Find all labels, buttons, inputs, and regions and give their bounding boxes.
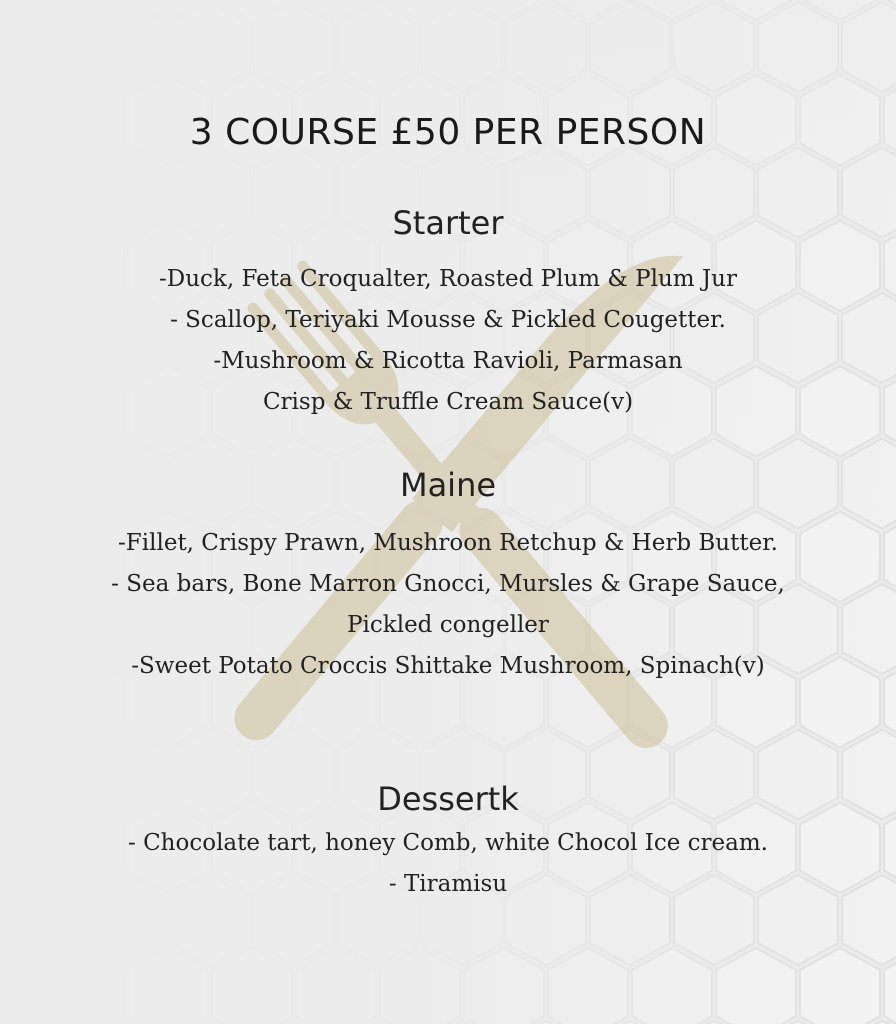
menu-item: Pickled congeller <box>347 612 549 638</box>
menu-item: - Scallop, Teriyaki Mousse & Pickled Cougetter. <box>170 307 726 333</box>
menu-item: - Sea bars, Bone Marron Gnocci, Mursles & Grape Sauce, <box>111 571 785 597</box>
menu-item: Crisp & Truffle Cream Sauce(v) <box>262 389 634 415</box>
menu-item: - Tiramisu <box>388 871 508 897</box>
starter-items <box>0 259 896 423</box>
menu-item: -Sweet Potato Croccis Shittake Mushroom, Spinach(v) <box>131 653 765 679</box>
section-heading-main: Maine <box>399 466 497 504</box>
page-title: 3 COURSE £50 PER PERSON <box>189 112 707 153</box>
section-heading-starter: Starter <box>392 204 504 242</box>
menu-item: -Mushroom & Ricotta Ravioli, Parmasan <box>213 348 683 374</box>
menu-item: -Fillet, Crispy Prawn, Mushroon Retchup & Herb Butter. <box>118 530 778 556</box>
menu-item: -Duck, Feta Croqualter, Roasted Plum & Plum Jur <box>159 266 737 292</box>
section-heading-dessert: Dessertk <box>377 780 519 818</box>
dessert-items <box>0 823 896 905</box>
main-items <box>0 523 896 687</box>
menu-item: - Chocolate tart, honey Comb, white Chocol Ice cream. <box>128 830 768 856</box>
